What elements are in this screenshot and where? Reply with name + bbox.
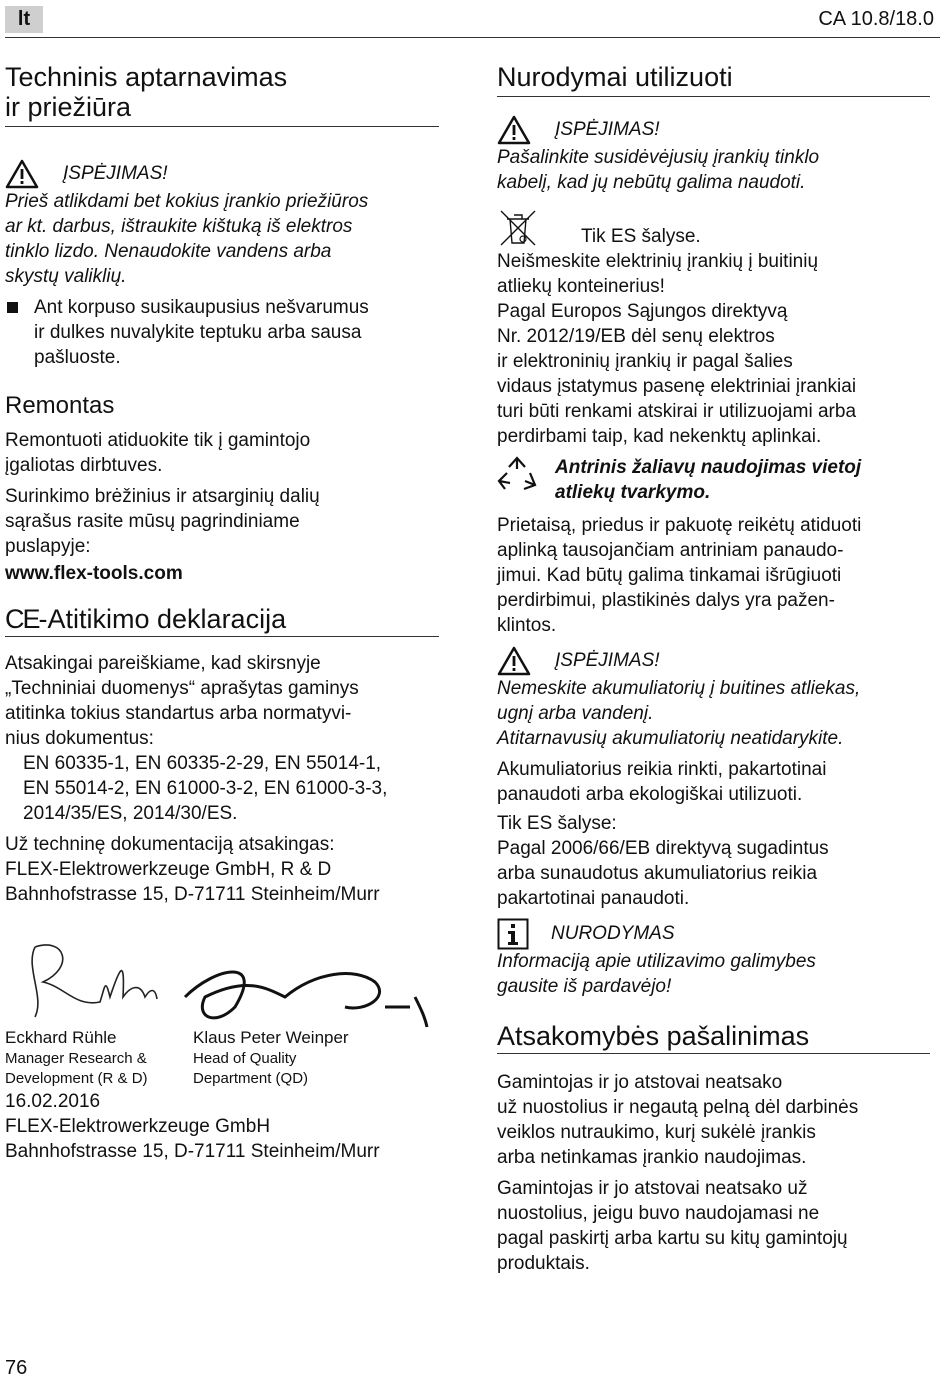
declaration-text: Atsakingai pareiškiame, kad skirsnyje „Techniniai duomenys“ aprašytas gaminys atitinka tokius standartus arba normatyvi- nius dokumentus: <box>5 653 359 749</box>
repair-text: Remontuoti atiduokite tik į gamintojo įgaliotas dirbtuves. <box>5 430 311 476</box>
documentation-responsible: Už techninę dokumentaciją atsakingas: FLEX-Elektrowerkzeuge GmbH, R & D Bahnhofstrasse 15, D-71711 Steinheim/Murr <box>5 834 380 905</box>
note-label: NURODYMAS <box>551 923 675 944</box>
service-heading-block <box>5 62 439 127</box>
page-number: 76 <box>5 1357 28 1379</box>
ce-heading-block <box>5 604 439 637</box>
note-header <box>497 919 930 949</box>
warning-label: ĮSPĖJIMAS! <box>555 650 660 671</box>
liability-text-2: Gamintojas ir jo atstovai neatsako už nuostolius, jeigu buvo naudojamasi ne pagal paskirtį arba kartu su kitų gamintojų produktais. <box>497 1178 848 1274</box>
warning-text: Pašalinkite susidėvėjusių įrankių tinklo kabelį, kad jų nebūtų galima naudoti. <box>497 147 820 193</box>
left-column <box>5 62 439 1164</box>
cleaning-bullet: Ant korpuso susikaupusius nešvarumus ir dulkes nuvalykite teptuku arba sausa pašluoste. <box>5 295 439 370</box>
disposal-title: Nurodymai utilizuoti <box>497 62 733 92</box>
model-number: CA 10.8/18.0 <box>818 8 934 30</box>
recycling-icon <box>497 455 537 497</box>
repair-title: Remontas <box>5 392 115 419</box>
eu-only-note: Tik ES šalyse. <box>581 226 701 247</box>
weee-row <box>497 207 930 249</box>
liability-text-1: Gamintojas ir jo atstovai neatsako už nuostolius ir negautą pelną dėl darbinės veiklos nutraukimo, kurį sukėlė įrankis arba netinkamas įrankio naudojimas. <box>497 1072 859 1168</box>
warning-label: ĮSPĖJIMAS! <box>63 163 168 184</box>
info-icon <box>497 918 529 950</box>
warning-header <box>497 646 930 676</box>
warning-triangle-icon <box>497 115 531 145</box>
recycle-header: Antrinis žaliavų naudojimas vietoj atliekų tvarkymo. <box>497 455 930 505</box>
signatory-2: Klaus Peter Weinper Head of Quality Department (QD) <box>193 1028 349 1087</box>
signatures <box>5 927 439 1027</box>
battery-warning-text: Nemeskite akumuliatorių į buitines atliekas, ugnį arba vandenį. Atitarnavusių akumuliatorių neatidarykite. <box>497 678 861 749</box>
warning-triangle-icon <box>5 159 39 189</box>
language-tag: lt <box>5 6 43 33</box>
warning-label: ĮSPĖJIMAS! <box>555 119 660 140</box>
website-link[interactable]: www.flex-tools.com <box>5 563 183 584</box>
warning-header <box>5 159 439 189</box>
ce-title: CE-Atitikimo deklaracija <box>5 604 287 634</box>
battery-text: Akumuliatorius reikia rinkti, pakartotinai panaudoti arba ekologiškai utilizuoti. <box>497 759 827 805</box>
battery-eu-text: Tik ES šalyse: Pagal 2006/66/EB direktyvą sugadintus arba sunaudotus akumuliatorius reikia pakartotinai panaudoti. <box>497 813 829 909</box>
service-title: Techninis aptarnavimas ir priežiūra <box>5 62 288 122</box>
warning-triangle-icon <box>497 646 531 676</box>
signatory-1: Eckhard Rühle Manager Research & Development (R & D) <box>5 1028 148 1087</box>
warning-header <box>497 115 930 145</box>
warning-text: Prieš atlikdami bet kokius įrankio priežiūros ar kt. darbus, ištraukite kištuką iš elektros tinklo lizdo. Nenaudokite vandens arba skystų valiklių. <box>5 191 369 287</box>
parts-text: Surinkimo brėžinius ir atsarginių dalių sąrašus rasite mūsų pagrindiniame puslapyje: <box>5 486 320 557</box>
ce-mark: CE <box>5 604 39 634</box>
recycle-heading: Antrinis žaliavų naudojimas vietoj <box>555 457 862 478</box>
liability-heading-block <box>497 1021 930 1054</box>
signature-1-image <box>5 927 165 1027</box>
weee-text: Neišmeskite elektrinių įrankių į buitinių atliekų konteinerius! Pagal Europos Sąjungos direktyvą Nr. 2012/19/EB dėl senų elektros ir elektroninių įrankių ir pagal šalies vidaus įstatymus pasenę elektriniai įrankiai turi būti renkami atskirai ir utilizuojami arba perdirbami taip, kad nekenktų aplinkai. <box>497 251 857 447</box>
note-text: Informaciją apie utilizavimo galimybes gausite iš pardavėjo! <box>497 951 816 997</box>
liability-title: Atsakomybės pašalinimas <box>497 1021 810 1051</box>
crossed-bin-icon <box>497 207 539 249</box>
header-rule <box>5 37 940 38</box>
declaration-date-address: 16.02.2016 FLEX-Elektrowerkzeuge GmbH Bahnhofstrasse 15, D-71711 Steinheim/Murr <box>5 1091 380 1162</box>
signature-2-image <box>175 937 435 1037</box>
disposal-heading-block <box>497 62 930 97</box>
right-column <box>497 62 930 1276</box>
bullet-square-icon <box>7 302 18 313</box>
standards-list: EN 60335-1, EN 60335-2-29, EN 55014-1, EN 55014-2, EN 61000-3-2, EN 61000-3-3, 2014/35/ES, 2014/30/ES. <box>23 753 388 824</box>
recycle-text: Prietaisą, priedus ir pakuotę reikėtų atiduoti aplinką tausojančiam antriniam panaudo- jimui. Kad būtų galima tinkamai išrūgiuoti perdirbimui, plastikinės dalys yra pažen- klintos. <box>497 515 862 636</box>
